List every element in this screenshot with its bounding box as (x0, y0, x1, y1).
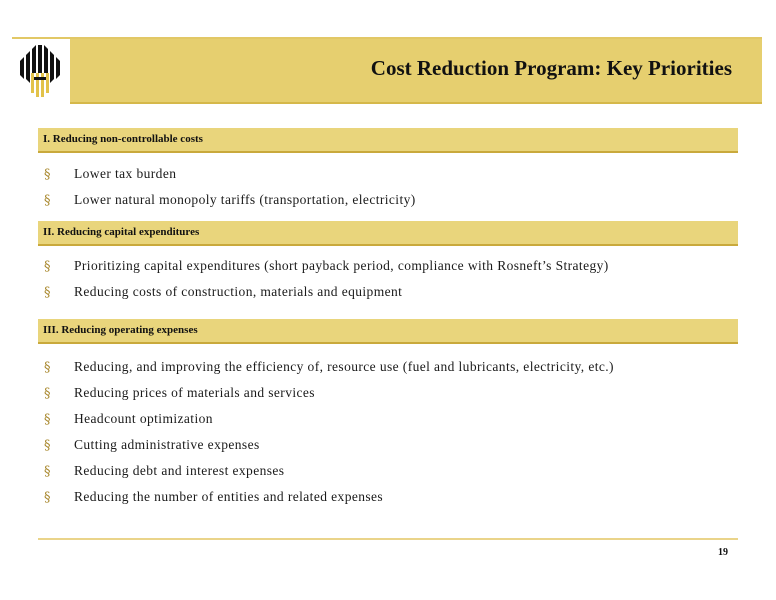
bullet-icon: § (44, 192, 51, 208)
bullet-text: Cutting administrative expenses (74, 437, 260, 452)
list-item (44, 432, 614, 458)
bullet-text: Reducing debt and interest expenses (74, 463, 285, 478)
list-item (44, 406, 614, 432)
list-item (44, 484, 614, 510)
list-item (44, 253, 609, 279)
footer-rule (38, 538, 738, 540)
bullet-icon: § (44, 463, 51, 479)
section-label: I. Reducing non-controllable costs (43, 133, 203, 145)
bullet-icon: § (44, 437, 51, 453)
bullet-icon: § (44, 489, 51, 505)
bullet-text: Lower natural monopoly tariffs (transportation, electricity) (74, 192, 416, 207)
section-label: III. Reducing operating expenses (43, 324, 198, 336)
bullet-text: Lower tax burden (74, 166, 177, 181)
list-item (44, 354, 614, 380)
bullet-icon: § (44, 166, 51, 182)
list-item (44, 458, 614, 484)
section-header-capital-expenditures (38, 221, 738, 246)
bullet-list-operating-expenses (44, 354, 614, 510)
bullet-list-non-controllable (44, 161, 416, 213)
title-bar (70, 39, 762, 104)
logo (12, 39, 70, 102)
list-item (44, 161, 416, 187)
page-title: Cost Reduction Program: Key Priorities (370, 56, 732, 80)
bullet-icon: § (44, 258, 51, 274)
bullet-text: Reducing, and improving the efficiency of, resource use (fuel and lubricants, electricity, etc.) (74, 359, 614, 374)
bullet-icon: § (44, 385, 51, 401)
rosneft-logo-icon (12, 39, 70, 102)
bullet-text: Reducing costs of construction, materials and equipment (74, 284, 403, 299)
bullet-icon: § (44, 359, 51, 375)
bullet-list-capital-expenditures (44, 253, 609, 305)
bullet-text: Reducing prices of materials and services (74, 385, 315, 400)
section-header-operating-expenses (38, 319, 738, 344)
bullet-text: Reducing the number of entities and related expenses (74, 489, 384, 504)
list-item (44, 380, 614, 406)
bullet-text: Headcount optimization (74, 411, 213, 426)
page-number: 19 (718, 547, 728, 558)
bullet-icon: § (44, 411, 51, 427)
section-header-non-controllable (38, 128, 738, 153)
bullet-icon: § (44, 284, 51, 300)
section-label: II. Reducing capital expenditures (43, 226, 200, 238)
list-item (44, 187, 416, 213)
list-item (44, 279, 609, 305)
bullet-text: Prioritizing capital expenditures (short payback period, compliance with Rosneft’s Strategy) (74, 258, 609, 273)
